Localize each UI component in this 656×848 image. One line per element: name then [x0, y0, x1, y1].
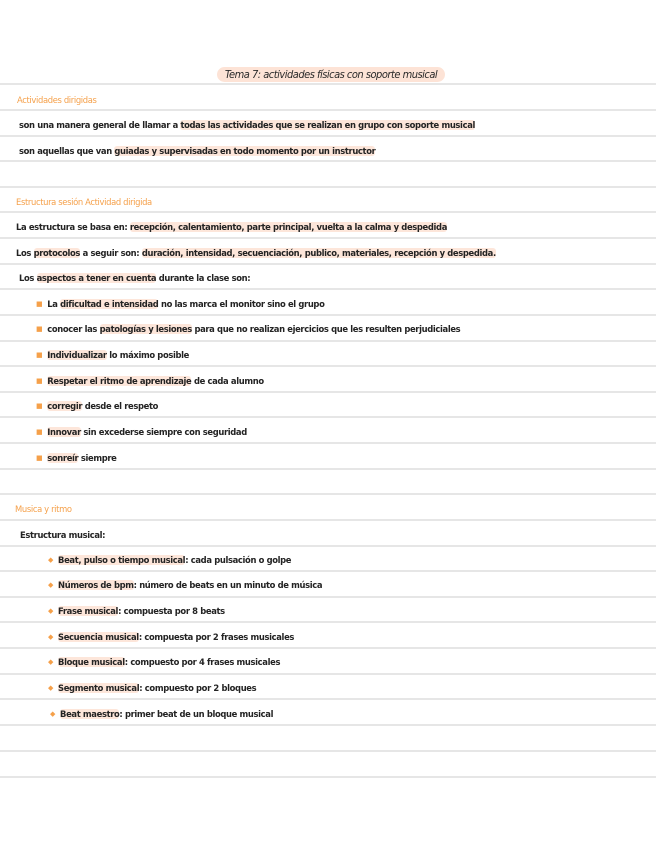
bullet-item — [48, 577, 322, 593]
bullet-icon: ■ — [36, 325, 43, 333]
highlighted-text: Beat, pulso o tiempo musical — [58, 555, 186, 565]
bullet-icon: ■ — [36, 351, 43, 359]
highlighted-text: protocolos — [33, 248, 81, 258]
bullet-item — [36, 398, 158, 414]
highlighted-text: Secuencia musical — [58, 632, 139, 642]
note-line — [19, 117, 475, 133]
rule-line — [0, 365, 656, 367]
highlighted-text: duración, intensidad, secuenciación, publico, materiales, recepción y despedida. — [141, 248, 496, 258]
highlighted-text: aspectos a tener en cuenta — [36, 273, 157, 283]
rule-line — [0, 519, 656, 521]
section-heading-text: Musica y ritmo — [15, 504, 72, 514]
note-text: La estructura se basa en: — [16, 222, 130, 232]
highlighted-text: Números de bpm — [58, 580, 134, 590]
rule-line — [0, 468, 656, 470]
rule-line — [0, 776, 656, 778]
note-text: : compuesta por 2 frases musicales — [138, 632, 295, 642]
highlighted-text: Individualizar — [47, 350, 107, 360]
highlighted-text: sonreír — [47, 453, 79, 463]
rule-line — [0, 698, 656, 700]
section-heading — [16, 194, 152, 210]
rule-line — [0, 416, 656, 418]
rule-line — [0, 647, 656, 649]
section-heading — [15, 501, 72, 517]
rule-line — [0, 263, 656, 265]
note-text: Los — [19, 273, 37, 283]
highlighted-text: Innovar — [47, 427, 81, 437]
highlighted-text: recepción, calentamiento, parte principal, vuelta a la calma y despedida — [129, 222, 448, 232]
bullet-item — [48, 603, 225, 619]
note-line — [19, 143, 375, 159]
rule-line — [0, 621, 656, 623]
page-title: Tema 7: actividades físicas con soporte musical — [217, 67, 445, 82]
highlighted-text: Segmento musical — [58, 683, 140, 693]
bullet-icon: ◆ — [48, 581, 54, 589]
note-text: son aquellas que van — [19, 146, 115, 156]
bullet-icon: ■ — [36, 377, 43, 385]
note-text: siempre — [78, 453, 117, 463]
highlighted-text: todas las actividades que se realizan en grupo con soporte musical — [180, 120, 476, 130]
bullet-item — [48, 629, 294, 645]
rule-line — [0, 724, 656, 726]
rule-line — [0, 493, 656, 495]
rule-line — [0, 442, 656, 444]
note-text: : compuesta por 8 beats — [118, 606, 225, 616]
note-text: conocer las — [47, 324, 100, 334]
note-text: a seguir son: — [80, 248, 142, 258]
rule-line — [0, 237, 656, 239]
bullet-item — [36, 347, 189, 363]
highlighted-text: Respetar el ritmo de aprendizaje — [47, 376, 192, 386]
note-text: : compuesto por 2 bloques — [139, 683, 257, 693]
section-heading — [17, 92, 97, 108]
rule-line — [0, 288, 656, 290]
highlighted-text: Frase musical — [58, 606, 119, 616]
note-text: La — [47, 299, 61, 309]
note-text: : compuesto por 4 frases musicales — [124, 657, 281, 667]
bullet-item — [48, 552, 291, 568]
note-text: sin excederse siempre con seguridad — [80, 427, 247, 437]
bullet-icon: ■ — [36, 428, 43, 436]
highlighted-text: guiadas y supervisadas en todo momento por un instructor — [114, 146, 376, 156]
note-text: : número de beats en un minuto de música — [133, 580, 323, 590]
note-text: para que no realizan ejercicios que les resulten perjudiciales — [191, 324, 461, 334]
rule-line — [0, 186, 656, 188]
bullet-icon: ◆ — [48, 684, 54, 692]
bullet-icon: ◆ — [48, 556, 54, 564]
highlighted-text: Bloque musical — [58, 657, 125, 667]
bullet-icon: ◆ — [48, 607, 54, 615]
note-text: durante la clase son: — [156, 273, 251, 283]
bullet-icon: ■ — [36, 454, 43, 462]
note-text: : cada pulsación o golpe — [185, 555, 292, 565]
section-heading-text: Actividades dirigidas — [17, 95, 97, 105]
rule-line — [0, 545, 656, 547]
subheading-text: Estructura musical: — [20, 530, 106, 540]
highlighted-text: corregir — [47, 401, 83, 411]
highlighted-text: Beat maestro — [60, 709, 120, 719]
note-text: son una manera general de llamar a — [19, 120, 181, 130]
highlighted-text: patologías y lesiones — [99, 324, 192, 334]
bullet-item — [36, 450, 117, 466]
bullet-item — [50, 706, 273, 722]
rule-line — [0, 340, 656, 342]
bullet-icon: ◆ — [50, 710, 56, 718]
bullet-icon: ■ — [36, 300, 43, 308]
bullet-item — [36, 373, 264, 389]
rule-line — [0, 211, 656, 213]
bullet-item — [48, 680, 256, 696]
note-text: no las marca el monitor sino el grupo — [158, 299, 325, 309]
rule-line — [0, 596, 656, 598]
bullet-icon: ◆ — [48, 658, 54, 666]
bullet-icon: ◆ — [48, 633, 54, 641]
note-text: lo máximo posible — [106, 350, 190, 360]
rule-line — [0, 109, 656, 111]
bullet-item — [48, 654, 280, 670]
note-line — [16, 219, 447, 235]
highlighted-text: dificultad e intensidad — [60, 299, 159, 309]
bullet-item — [36, 424, 247, 440]
note-text: Los — [16, 248, 34, 258]
subheading — [20, 527, 105, 543]
rule-line — [0, 673, 656, 675]
rule-line — [0, 135, 656, 137]
note-text: : primer beat de un bloque musical — [119, 709, 274, 719]
rule-line — [0, 314, 656, 316]
bullet-icon: ■ — [36, 402, 43, 410]
note-line — [19, 270, 250, 286]
rule-line — [0, 750, 656, 752]
note-text: de cada alumno — [191, 376, 264, 386]
rule-line — [0, 83, 656, 85]
bullet-item — [36, 296, 324, 312]
rule-line — [0, 160, 656, 162]
note-line — [16, 245, 496, 261]
section-heading-text: Estructura sesión Actividad dirigida — [16, 197, 152, 207]
bullet-item — [36, 321, 460, 337]
rule-line — [0, 570, 656, 572]
note-text: desde el respeto — [82, 401, 159, 411]
rule-line — [0, 391, 656, 393]
title-row — [0, 63, 656, 82]
